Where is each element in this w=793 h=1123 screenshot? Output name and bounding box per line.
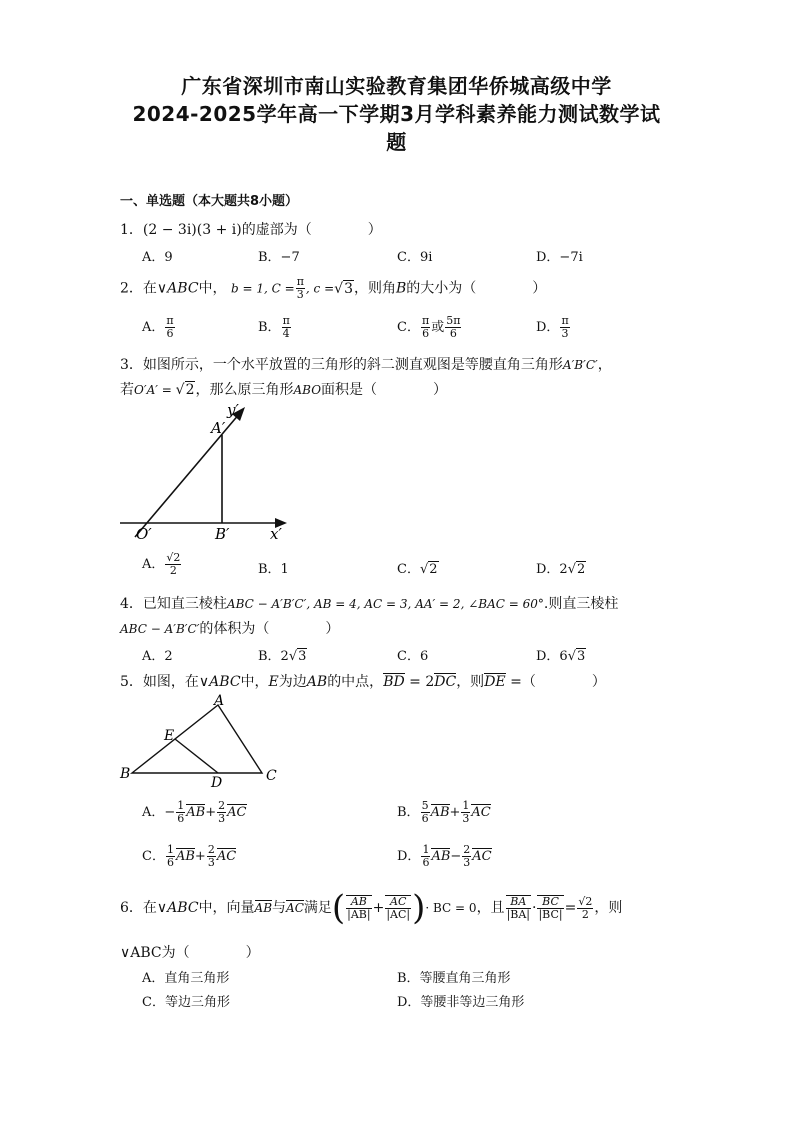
equals-sign: =: [564, 900, 577, 916]
sign: +: [205, 805, 217, 820]
frac-denominator: 6: [166, 327, 174, 340]
q3-option-b[interactable]: B．1: [258, 562, 289, 577]
equals-text: = 2: [404, 674, 435, 690]
right-paren: ): [412, 888, 426, 928]
q5-option-d[interactable]: [397, 844, 492, 869]
question-1: [120, 219, 382, 239]
frac-numerator: AC: [385, 896, 411, 909]
q6-option-c[interactable]: C．等边三角形: [142, 995, 230, 1010]
option-label: B．: [258, 320, 281, 335]
question-text: 满足: [303, 900, 332, 916]
question-text: ，: [597, 357, 612, 373]
condition-text: ABC − A′B′C′, AB = 4, AC = 3, AA′ = 2, ∠BAC = 60°: [226, 597, 544, 611]
frac-denominator: 3: [561, 327, 569, 340]
sqrt-expression: √2: [567, 562, 586, 577]
frac-denominator: 6: [449, 327, 457, 340]
question-6-line-2: ∨ABC为（ ）: [120, 945, 260, 961]
frac-numerator: 1: [462, 799, 470, 812]
option-label: C．: [397, 320, 420, 335]
vector-dc: DC: [434, 674, 457, 690]
frac-numerator: 2: [207, 843, 215, 856]
question-text: 中，: [198, 280, 227, 297]
frac-numerator: π: [296, 275, 304, 288]
frac-denominator: 3: [296, 288, 304, 301]
or-text: 或: [431, 320, 445, 335]
q5-option-c[interactable]: [142, 844, 236, 869]
frac-numerator: √2: [578, 894, 593, 908]
q3-figure: [115, 400, 300, 545]
option-label: D．: [397, 849, 421, 864]
q1-option-d[interactable]: D．−7i: [536, 250, 583, 265]
triangle-symbol: ∨ABC: [156, 280, 199, 297]
sqrt-radicand: 2: [173, 551, 181, 564]
frac-denominator: 3: [207, 856, 215, 869]
segment-e-d: [175, 739, 218, 773]
q1-option-b[interactable]: B．−7: [258, 250, 300, 265]
q3-option-c[interactable]: [397, 558, 439, 577]
q4-option-a[interactable]: A．2: [142, 649, 173, 664]
sqrt-radicand: 3: [577, 649, 586, 664]
frac-denominator: 6: [422, 327, 430, 340]
segment-var: O′A′ =: [134, 383, 176, 397]
question-number: 1．: [120, 222, 143, 238]
option-label: C．: [142, 849, 165, 864]
label-y-prime: y′: [227, 401, 239, 419]
option-label: D．6: [536, 649, 568, 664]
frac-numerator: 1: [422, 843, 430, 856]
question-text: ，则角: [353, 280, 396, 297]
q6-option-a[interactable]: A．直角三角形: [142, 971, 230, 986]
title-line-3: 题: [386, 130, 407, 154]
question-text: =（ ）: [505, 674, 606, 690]
dot-sign: ·: [532, 900, 537, 916]
q3-option-d[interactable]: [536, 558, 586, 577]
question-text: 5．如图，在: [120, 674, 199, 690]
question-text: 中，: [240, 674, 269, 690]
vector-ab: AB: [186, 805, 206, 820]
question-text: 面积是（ ）: [321, 382, 448, 398]
condition-text: , c =: [305, 281, 335, 296]
vector-ab: AB: [430, 805, 450, 820]
q3-option-a[interactable]: [142, 552, 182, 577]
question-text: 若: [120, 382, 134, 398]
q2-option-b[interactable]: [258, 315, 292, 340]
q2-option-d[interactable]: [536, 315, 571, 340]
frac-numerator: 5: [421, 799, 429, 812]
frac-numerator: AB: [346, 896, 371, 909]
sqrt-expression: √2: [175, 382, 195, 398]
angle-var: B: [395, 280, 407, 297]
label-e: E: [164, 728, 175, 744]
frac-denominator: |BC|: [538, 907, 563, 921]
sqrt-expression: √2: [419, 562, 438, 577]
question-text: 4．已知直三棱柱: [120, 596, 227, 612]
option-label: C．: [397, 562, 420, 577]
question-text: 中，向量: [198, 900, 255, 916]
triangle-abc: [132, 705, 262, 773]
option-label: D．2: [536, 562, 568, 577]
sqrt-radicand: 2: [585, 894, 593, 908]
q4-option-b[interactable]: [258, 645, 307, 664]
triangle-symbol: ∨ABC: [198, 674, 241, 690]
question-text: .则直三棱柱: [543, 596, 619, 612]
sqrt-expression: √3: [334, 280, 353, 297]
sqrt-radicand: 3: [344, 280, 353, 297]
question-text: 与: [272, 900, 287, 916]
frac-denominator: 3: [463, 856, 471, 869]
q1-option-a[interactable]: A．9: [142, 250, 173, 265]
frac-numerator: BA: [506, 896, 531, 909]
frac-numerator: 1: [177, 799, 185, 812]
option-label: A．: [142, 805, 165, 820]
q5-option-a[interactable]: [142, 800, 247, 825]
frac-numerator: 2: [463, 843, 471, 856]
option-label: B．: [397, 805, 420, 820]
frac-denominator: 6: [166, 856, 174, 869]
vector-ac: AC: [216, 849, 237, 864]
left-paren: (: [331, 888, 346, 928]
frac-denominator: 2: [581, 907, 589, 921]
vector-ac: AC: [227, 805, 247, 820]
question-text: 为边: [278, 674, 307, 690]
sign: +: [194, 849, 206, 864]
triangle-var: A′B′C′: [562, 358, 598, 372]
vector-de: DE: [484, 674, 506, 690]
frac-denominator: |BA|: [506, 907, 531, 921]
question-4-line-2: [120, 618, 339, 638]
question-4-line-1: [120, 593, 618, 613]
q2-option-c[interactable]: [397, 315, 462, 340]
sign: −: [450, 849, 462, 864]
question-text: (2 − 3i)(3 + i)的虚部为（ ）: [142, 222, 382, 238]
q6-option-b[interactable]: B．等腰直角三角形: [397, 971, 511, 986]
sqrt-radicand: 3: [298, 649, 307, 664]
question-6-line-1: [120, 888, 622, 928]
sqrt-radicand: 2: [577, 562, 586, 577]
question-3-line-2: [120, 379, 447, 399]
label-d: D: [211, 775, 223, 788]
frac-numerator: π: [282, 314, 290, 327]
label-a: A: [214, 693, 225, 709]
plus-sign: +: [372, 900, 385, 916]
frac-denominator: 6: [422, 856, 430, 869]
sign: +: [449, 805, 461, 820]
frac-denominator: 6: [421, 812, 429, 825]
option-label: D．: [536, 320, 560, 335]
sqrt-radicand: 2: [429, 562, 438, 577]
frac-denominator: 3: [218, 812, 226, 825]
frac-denominator: |AB|: [347, 907, 371, 921]
frac-denominator: 3: [462, 812, 470, 825]
point-var: E: [268, 674, 279, 690]
question-2: [120, 276, 546, 301]
vector-bd: BD: [383, 674, 405, 690]
sqrt-expression: √3: [288, 649, 307, 664]
q1-option-c[interactable]: C．9i: [397, 250, 433, 265]
question-text: 的大小为（ ）: [406, 280, 547, 297]
question-text: ，那么原三角形: [195, 382, 294, 398]
segment-var: AB: [306, 674, 328, 690]
frac-denominator: 4: [282, 327, 290, 340]
title-line-2: 2024-2025学年高一下学期3月学科素养能力测试数学试: [132, 102, 661, 126]
option-label: B．2: [258, 649, 289, 664]
vector-ab: AB: [254, 901, 273, 915]
prism-var: ABC − A′B′C′: [120, 622, 200, 636]
label-c: C: [266, 768, 277, 784]
option-label: A．: [142, 557, 165, 572]
vector-ab: AB: [431, 849, 451, 864]
label-b-prime: B′: [215, 525, 230, 543]
frac-denominator: 6: [177, 812, 185, 825]
title-line-1: 广东省深圳市南山实验教育集团华侨城高级中学: [181, 74, 612, 98]
question-text: 的中点，: [327, 674, 384, 690]
frac-denominator: 2: [169, 564, 177, 577]
question-text: ，则: [456, 674, 485, 690]
sqrt-expression: √3: [567, 649, 586, 664]
frac-numerator: 1: [166, 843, 174, 856]
frac-numerator: √2: [166, 551, 181, 564]
q4-option-c[interactable]: C．6: [397, 649, 429, 664]
q5-option-b[interactable]: [397, 800, 491, 825]
question-3-line-1: [120, 354, 612, 374]
question-text: ，且: [476, 900, 505, 916]
q5-figure: [117, 693, 287, 788]
q4-option-d[interactable]: [536, 645, 586, 664]
condition-text: b = 1, C =: [231, 281, 295, 296]
q6-option-d[interactable]: D．等腰非等边三角形: [397, 995, 525, 1010]
frac-numerator: π: [166, 314, 174, 327]
option-label: A．: [142, 320, 165, 335]
q2-option-a[interactable]: [142, 315, 176, 340]
dot-product-text: · BC = 0: [425, 901, 477, 915]
vector-ac: AC: [472, 849, 492, 864]
sign: −: [164, 805, 176, 820]
section-heading: 一、单选题（本大题共8小题）: [120, 194, 299, 209]
triangle-symbol: ∨ABC: [156, 900, 199, 916]
question-5: [120, 671, 606, 691]
frac-numerator: π: [561, 314, 569, 327]
question-text: 3．如图所示，一个水平放置的三角形的斜二测直观图是等腰直角三角形: [120, 357, 563, 373]
label-b: B: [120, 766, 131, 782]
question-text: 的体积为（ ）: [199, 621, 340, 637]
frac-numerator: π: [421, 314, 430, 327]
question-text: 6．在: [120, 900, 157, 916]
question-text: ，则: [594, 900, 623, 916]
label-a-prime: A′: [211, 419, 226, 437]
sqrt-radicand: 2: [185, 382, 195, 398]
frac-numerator: 2: [218, 799, 226, 812]
frac-numerator: BC: [537, 896, 563, 909]
vector-ac: AC: [471, 805, 491, 820]
frac-denominator: |AC|: [386, 907, 411, 921]
triangle-var: ABO: [293, 383, 322, 397]
frac-numerator: 5π: [446, 314, 461, 327]
label-x-prime: x′: [270, 525, 282, 543]
question-text: 2．在: [120, 280, 157, 297]
vector-ab: AB: [175, 849, 195, 864]
label-o-prime: O′: [136, 525, 152, 543]
vector-ac: AC: [286, 901, 304, 915]
